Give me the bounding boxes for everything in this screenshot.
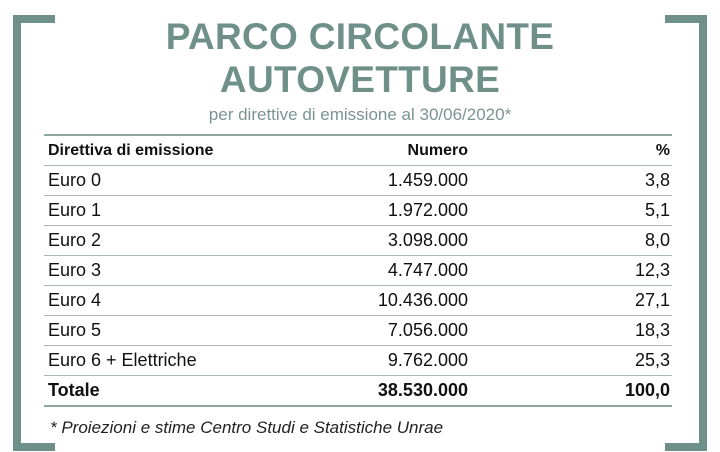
row-percent: 3,8 xyxy=(644,170,670,190)
row-percent: 18,3 xyxy=(634,320,670,340)
emissions-table xyxy=(44,134,672,407)
row-directive: Euro 2 xyxy=(48,230,102,250)
row-percent: 27,1 xyxy=(634,290,670,310)
row-directive: Euro 4 xyxy=(48,290,102,310)
row-number: 10.436.000 xyxy=(377,290,468,310)
table-row xyxy=(44,225,672,255)
row-number: 1.459.000 xyxy=(387,170,468,190)
total-row xyxy=(44,375,672,407)
table-row xyxy=(44,195,672,225)
row-number: 7.056.000 xyxy=(387,320,468,340)
title-line-2: AUTOVETTURE xyxy=(219,59,501,100)
total-number: 38.530.000 xyxy=(377,380,468,400)
row-percent: 8,0 xyxy=(644,230,670,250)
row-percent: 12,3 xyxy=(634,260,670,280)
header-directive: Direttiva di emissione xyxy=(48,142,214,159)
table-row xyxy=(44,165,672,195)
row-percent: 25,3 xyxy=(634,350,670,370)
table-row xyxy=(44,345,672,375)
row-number: 9.762.000 xyxy=(387,350,468,370)
footnote: * Proiezioni e stime Centro Studi e Statistiche Unrae xyxy=(50,418,444,437)
table-row xyxy=(44,255,672,285)
title-line-1: PARCO CIRCOLANTE xyxy=(165,16,555,57)
header-percent: % xyxy=(655,142,670,159)
subtitle: per direttive di emissione al 30/06/2020* xyxy=(208,105,512,124)
table-header xyxy=(44,134,672,165)
row-number: 1.972.000 xyxy=(387,200,468,220)
total-percent: 100,0 xyxy=(624,380,670,400)
row-number: 3.098.000 xyxy=(387,230,468,250)
table-row xyxy=(44,315,672,345)
row-directive: Euro 5 xyxy=(48,320,102,340)
header-number: Numero xyxy=(407,142,468,159)
row-directive: Euro 6 + Elettriche xyxy=(48,350,197,370)
row-directive: Euro 0 xyxy=(48,170,102,190)
row-directive: Euro 1 xyxy=(48,200,102,220)
row-number: 4.747.000 xyxy=(387,260,468,280)
row-percent: 5,1 xyxy=(644,200,670,220)
total-label: Totale xyxy=(48,380,100,400)
row-directive: Euro 3 xyxy=(48,260,102,280)
table-row xyxy=(44,285,672,315)
